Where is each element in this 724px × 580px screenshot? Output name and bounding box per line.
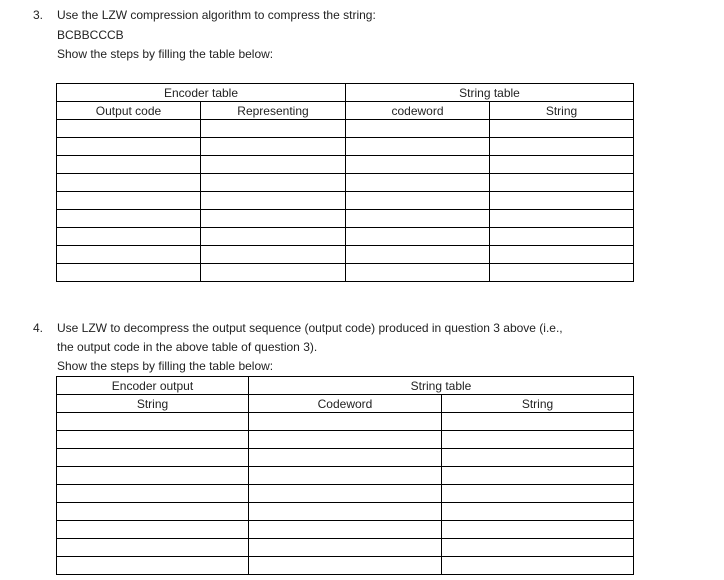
question-3-text: Use the LZW compression algorithm to compress the string: — [57, 8, 376, 22]
answer-cell[interactable] — [346, 138, 490, 156]
answer-cell[interactable] — [490, 138, 634, 156]
answer-cell[interactable] — [249, 539, 442, 557]
question-4-table-body — [57, 413, 634, 575]
table-row — [57, 449, 634, 467]
question-4-text-line1: Use LZW to decompress the output sequence (output code) produced in question 3 above (i.e., — [57, 321, 563, 335]
answer-cell[interactable] — [442, 467, 634, 485]
answer-cell[interactable] — [442, 485, 634, 503]
answer-cell[interactable] — [57, 228, 201, 246]
encoder-output-header: Encoder output — [57, 377, 249, 395]
answer-cell[interactable] — [346, 246, 490, 264]
table-row — [57, 192, 634, 210]
encoder-table-header: Encoder table — [57, 84, 346, 102]
question-3-table — [56, 83, 634, 282]
answer-cell[interactable] — [249, 557, 442, 575]
answer-cell[interactable] — [57, 467, 249, 485]
answer-cell[interactable] — [442, 449, 634, 467]
answer-cell[interactable] — [201, 210, 346, 228]
answer-cell[interactable] — [442, 557, 634, 575]
answer-cell[interactable] — [57, 192, 201, 210]
answer-cell[interactable] — [249, 449, 442, 467]
answer-cell[interactable] — [490, 192, 634, 210]
table-row — [57, 467, 634, 485]
answer-cell[interactable] — [490, 228, 634, 246]
table-row — [57, 174, 634, 192]
answer-cell[interactable] — [57, 557, 249, 575]
answer-cell[interactable] — [57, 138, 201, 156]
codeword-header: Codeword — [249, 395, 442, 413]
table-row — [57, 503, 634, 521]
answer-cell[interactable] — [346, 264, 490, 282]
table-row — [57, 521, 634, 539]
table-row — [57, 557, 634, 575]
string-table-header: String table — [346, 84, 634, 102]
answer-cell[interactable] — [57, 210, 201, 228]
question-4-table — [56, 376, 634, 575]
answer-cell[interactable] — [57, 246, 201, 264]
answer-cell[interactable] — [249, 521, 442, 539]
answer-cell[interactable] — [57, 264, 201, 282]
table-row — [57, 228, 634, 246]
answer-cell[interactable] — [346, 192, 490, 210]
question-3-input-string: BCBBCCCB — [57, 28, 124, 42]
answer-cell[interactable] — [346, 120, 490, 138]
question-3-instruction: Show the steps by filling the table below: — [57, 47, 274, 61]
answer-cell[interactable] — [57, 521, 249, 539]
answer-cell[interactable] — [346, 174, 490, 192]
question-4-text-line2: the output code in the above table of question 3). — [57, 340, 318, 354]
answer-cell[interactable] — [346, 228, 490, 246]
answer-cell[interactable] — [201, 192, 346, 210]
question-3-table-body — [57, 120, 634, 282]
table-row — [57, 120, 634, 138]
answer-cell[interactable] — [201, 156, 346, 174]
answer-cell[interactable] — [490, 210, 634, 228]
answer-cell[interactable] — [249, 413, 442, 431]
string-header: String — [57, 395, 249, 413]
table-row — [57, 156, 634, 174]
answer-cell[interactable] — [249, 485, 442, 503]
answer-cell[interactable] — [442, 503, 634, 521]
answer-cell[interactable] — [57, 449, 249, 467]
codeword-header: codeword — [346, 102, 490, 120]
answer-cell[interactable] — [249, 431, 442, 449]
answer-cell[interactable] — [442, 431, 634, 449]
question-3-number: 3. — [33, 8, 44, 22]
question-4-instruction: Show the steps by filling the table below: — [57, 359, 274, 373]
answer-cell[interactable] — [57, 413, 249, 431]
table-row — [57, 431, 634, 449]
string-table-header: String table — [249, 377, 634, 395]
answer-cell[interactable] — [490, 156, 634, 174]
output-code-header: Output code — [57, 102, 201, 120]
answer-cell[interactable] — [57, 431, 249, 449]
answer-cell[interactable] — [249, 467, 442, 485]
answer-cell[interactable] — [442, 413, 634, 431]
table-row — [57, 210, 634, 228]
table-row — [57, 246, 634, 264]
string-header: String — [490, 102, 634, 120]
table-row — [57, 264, 634, 282]
table-row — [57, 539, 634, 557]
answer-cell[interactable] — [346, 210, 490, 228]
answer-cell[interactable] — [201, 120, 346, 138]
answer-cell[interactable] — [346, 156, 490, 174]
answer-cell[interactable] — [201, 246, 346, 264]
representing-header: Representing — [201, 102, 346, 120]
table-row — [57, 413, 634, 431]
answer-cell[interactable] — [442, 521, 634, 539]
answer-cell[interactable] — [490, 120, 634, 138]
answer-cell[interactable] — [57, 120, 201, 138]
answer-cell[interactable] — [201, 228, 346, 246]
string-table-string-header: String — [442, 395, 634, 413]
answer-cell[interactable] — [57, 503, 249, 521]
table-row — [57, 138, 634, 156]
question-4-number: 4. — [33, 321, 44, 335]
answer-cell[interactable] — [490, 174, 634, 192]
answer-cell[interactable] — [57, 485, 249, 503]
answer-cell[interactable] — [57, 174, 201, 192]
answer-cell[interactable] — [201, 174, 346, 192]
answer-cell[interactable] — [490, 246, 634, 264]
answer-cell[interactable] — [201, 138, 346, 156]
answer-cell[interactable] — [57, 539, 249, 557]
answer-cell[interactable] — [57, 156, 201, 174]
answer-cell[interactable] — [201, 264, 346, 282]
answer-cell[interactable] — [442, 539, 634, 557]
answer-cell[interactable] — [490, 264, 634, 282]
table-row — [57, 485, 634, 503]
answer-cell[interactable] — [249, 503, 442, 521]
